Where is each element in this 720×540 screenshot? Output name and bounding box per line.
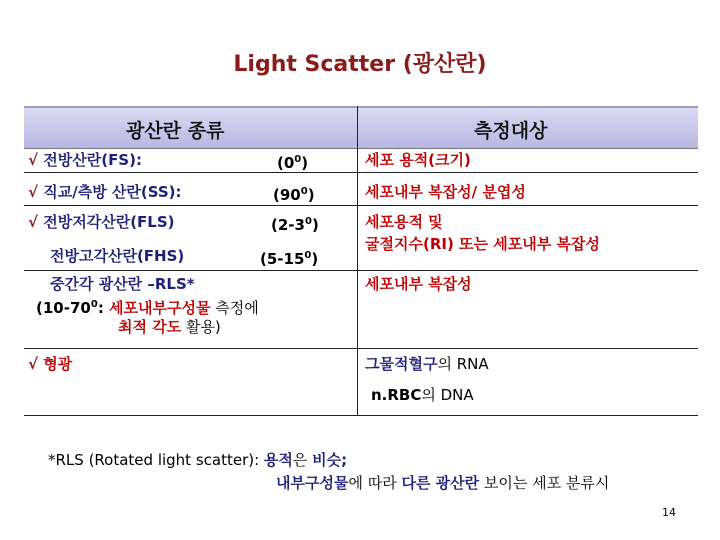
measurement-target: 굴절지수(RI) 또는 세포내부 복잡성	[365, 235, 600, 253]
row-fluorescence	[28, 354, 72, 374]
header-measurement-target: 측정대상	[474, 120, 548, 142]
scatter-angle: $(5-15^0)$	[260, 250, 319, 268]
row-divider	[24, 270, 698, 271]
scatter-angle: $(90^0)$	[273, 186, 315, 204]
scatter-table	[24, 106, 698, 416]
scatter-angle: $(0^0)$	[277, 154, 309, 172]
measurement-target: 세포용적 및	[365, 213, 443, 231]
scatter-name: 직교/측방 산란(SS):	[43, 183, 182, 201]
check-mark: √	[28, 355, 39, 373]
check-mark: √	[28, 151, 39, 169]
measurement-target: n.RBC의 DNA	[371, 386, 474, 404]
scatter-description: 최적 각도 활용)	[118, 318, 221, 336]
measurement-target: 세포내부 복잡성	[365, 275, 472, 293]
row-divider	[24, 172, 698, 173]
measurement-target: 세포 용적(크기)	[365, 151, 471, 169]
scatter-name: 형광	[43, 355, 73, 373]
footnote-line-1: *RLS (Rotated light scatter): 용적은 비슷;	[48, 451, 348, 469]
table-header	[24, 106, 698, 149]
scatter-angle: $(2-3^0)$	[271, 216, 319, 234]
slide-title: Light Scatter (광산란)	[233, 52, 487, 77]
row-divider	[24, 415, 698, 416]
header-scatter-type: 광산란 종류	[126, 120, 225, 142]
row-forward-scatter	[28, 150, 142, 170]
page-number: 14	[662, 506, 676, 519]
row-divider	[24, 205, 698, 206]
footnote-line-2: 내부구성물에 따라 다른 광산란 보이는 세포 분류시	[276, 474, 610, 492]
scatter-name: 전방산란(FS):	[43, 151, 142, 169]
measurement-target: 세포내부 복잡성/ 분엽성	[365, 183, 526, 201]
scatter-name: 전방저각산란(FLS)	[43, 213, 175, 231]
row-forward-low-angle-scatter	[28, 212, 175, 232]
check-mark: √	[28, 183, 39, 201]
scatter-name: 전방고각산란(FHS)	[50, 247, 185, 265]
scatter-name: 중간각 광산란 –RLS*	[50, 275, 195, 293]
scatter-description: ($10-70^0$: 세포내부구성물 측정에	[36, 299, 259, 317]
row-divider	[24, 348, 698, 349]
column-divider	[357, 106, 358, 416]
row-side-scatter	[28, 182, 182, 202]
measurement-target: 그물적혈구의 RNA	[365, 355, 489, 373]
check-mark: √	[28, 213, 39, 231]
